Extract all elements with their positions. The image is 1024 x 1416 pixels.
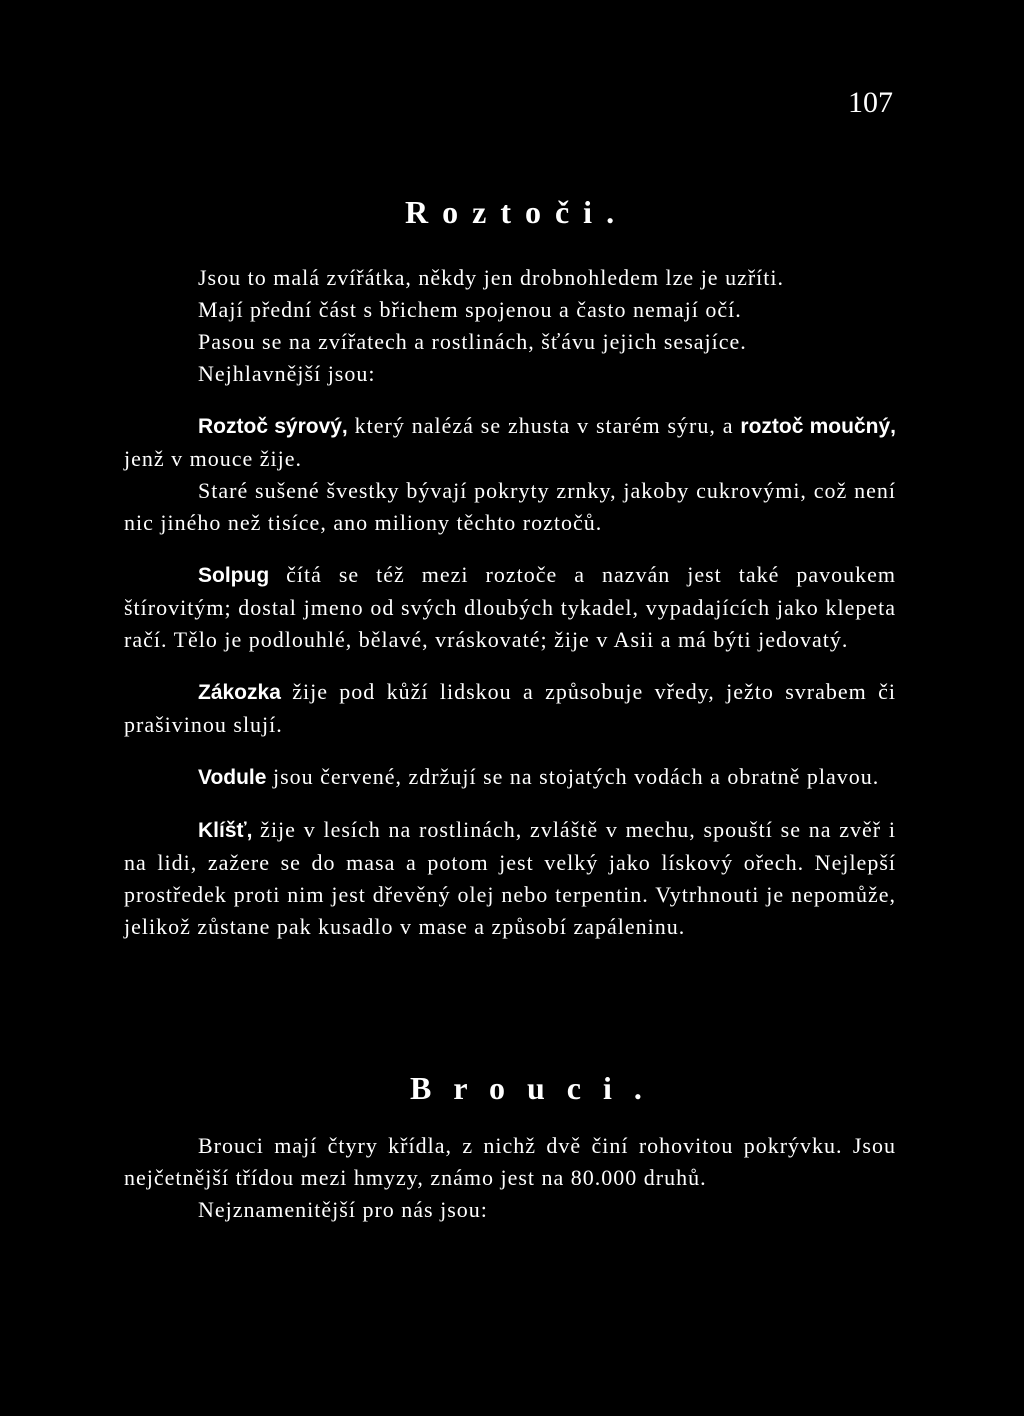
brouci-paragraph-2: Nejznamenitější pro nás jsou: (198, 1197, 488, 1222)
entry-roztoc-text-1: který nalézá se zhusta v starém sýru, a (347, 413, 741, 438)
page-number: 107 (848, 86, 893, 119)
entry-roztoc-extra: Staré sušené švestky bývají pokryty zrnky, jakoby cukrovými, což není nic jiného než tisíce, ano miliony těchto roztočů. (124, 478, 896, 535)
section-roztoci-body (124, 262, 896, 943)
section-brouci-body (124, 1130, 896, 1226)
spacer (124, 539, 896, 559)
spacer (124, 794, 896, 814)
entry-vodule-text: jsou červené, zdržují se na stojatých vodách a obratně plavou. (266, 764, 880, 789)
intro-paragraph-2: Mají přední část s břichem spojenou a často nemají očí. (198, 297, 742, 322)
term-klist: Klíšť, (198, 819, 253, 842)
intro-paragraph-3: Pasou se na zvířatech a rostlinách, šťávu jejich sesajíce. (198, 329, 747, 354)
entry-roztoc (124, 410, 896, 475)
section-title-roztoci: Roztoči. (405, 194, 629, 230)
brouci-paragraph-1: Brouci mají čtyry křídla, z nichž dvě činí rohovitou pokrývku. Jsou nejčetnější třídou mezi hmyzy, známo jest na 80.000 druhů. (124, 1133, 896, 1190)
entry-vodule (124, 761, 896, 794)
intro-paragraph-1: Jsou to malá zvířátka, někdy jen drobnohledem lze je uzříti. (198, 265, 785, 290)
intro-paragraph-4: Nejhlavnější jsou: (198, 361, 376, 386)
entry-solpug (124, 559, 896, 656)
term-vodule: Vodule (198, 766, 267, 789)
entry-zakozka-text: žije pod kůží lidskou a způsobuje vředy, ježto svrabem či prašivinou slují. (124, 679, 896, 737)
section-title-brouci: Brouci. (410, 1070, 664, 1106)
entry-zakozka (124, 676, 896, 741)
entry-solpug-text: čítá se též mezi roztoče a nazván jest také pavoukem štírovitým; dostal jmeno od svých dloubých tykadel, vypadajících jako klepeta račí. Tělo je podlouhlé, bělavé, vráskovaté; žije v Asii a má býti jedovatý. (124, 562, 896, 652)
entry-klist (124, 814, 896, 943)
entry-klist-text: žije v lesích na rostlinách, zvláště v mechu, spouští se na zvěř i na lidi, zažere se do masa a potom jest velký jako lískový ořech. Nejlepší prostředek proti nim jest dřevěný olej nebo terpentin. Vytrhnouti je nepomůže, jelikož zůstane pak kusadlo v mase a způsobí zapáleninu. (124, 817, 896, 939)
term-zakozka: Zákozka (198, 681, 281, 704)
spacer (124, 390, 896, 410)
term-solpug: Solpug (198, 564, 270, 587)
spacer (124, 656, 896, 676)
term-roztoc-moucny: roztoč moučný, (740, 415, 896, 438)
term-roztoc-syrovy: Roztoč sýrový, (198, 415, 348, 438)
entry-roztoc-text-2: jenž v mouce žije. (124, 446, 303, 471)
spacer (124, 741, 896, 761)
